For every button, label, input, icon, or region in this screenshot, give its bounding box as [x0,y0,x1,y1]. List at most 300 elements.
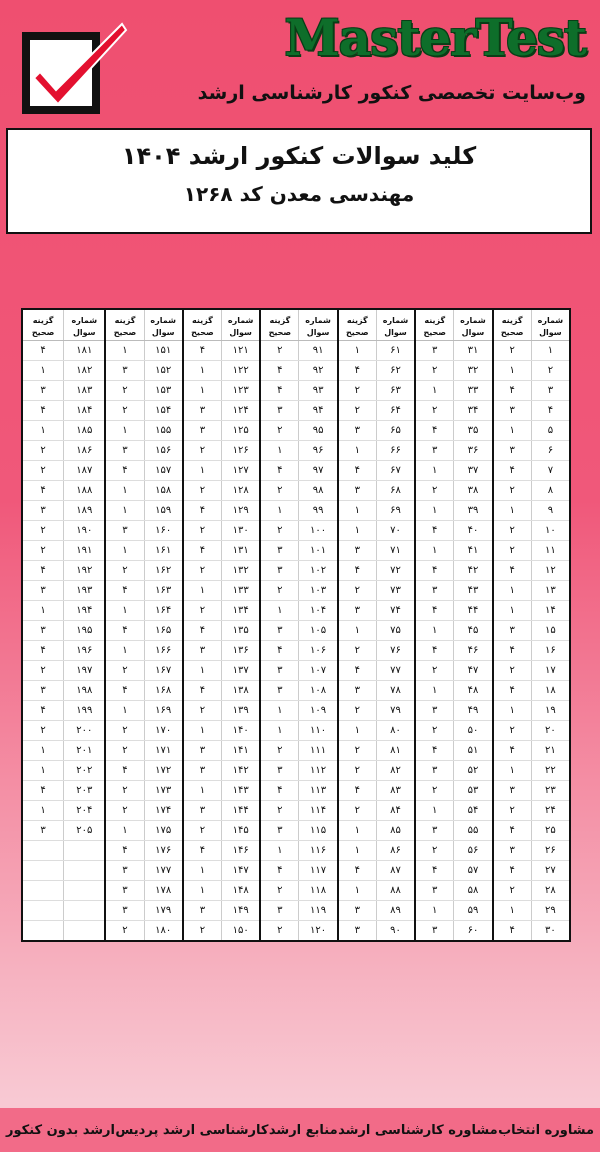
table-row [494,461,569,481]
table-row [184,781,259,801]
correct-option: ۲ [199,705,206,717]
question-number: ۱۲۶ [221,441,259,460]
table-row [106,561,181,581]
correct-option: ۲ [509,345,515,357]
question-number: ۱۲۰ [298,921,336,940]
table-row [339,561,414,581]
question-number: ۱۱۶ [298,841,336,860]
question-number: ۱۲۷ [221,461,259,480]
question-number: ۸۳ [376,781,414,800]
correct-option: ۱ [122,605,128,617]
table-row [416,381,491,401]
correct-option: ۳ [122,864,128,876]
correct-option: ۲ [40,445,46,457]
table-row [416,441,491,461]
table-row [184,841,259,861]
table-row [494,741,569,761]
correct-option: ۲ [509,725,515,737]
table-row [494,441,569,461]
question-number: ۱۱۹ [298,901,336,920]
table-row [106,681,181,701]
correct-option: ۳ [122,445,128,457]
correct-option: ۴ [432,645,438,657]
correct-option: ۲ [122,725,128,737]
answer-column-group [182,310,259,940]
correct-option: ۱ [277,705,283,717]
table-row [23,741,104,761]
table-row [184,681,259,701]
correct-option: ۱ [354,844,360,856]
question-number: ۴ [531,401,569,420]
table-row [23,361,104,381]
table-row [339,381,414,401]
question-number: ۱۰۷ [298,661,336,680]
correct-option: ۱ [509,365,515,377]
correct-option: ۴ [40,345,46,357]
table-row [339,461,414,481]
question-number: ۵۸ [453,881,491,900]
correct-option: ۱ [277,725,283,737]
table-row [23,921,104,940]
question-number: ۲۵ [531,821,569,840]
correct-option: ۱ [122,705,128,717]
correct-option: ۱ [40,745,46,757]
question-number: ۸ [531,481,569,500]
table-row [416,661,491,681]
answer-column-group [337,310,414,940]
table-row [494,881,569,901]
question-number: ۱۸۷ [63,461,104,480]
question-number: ۱۵۷ [144,461,182,480]
correct-option: ۴ [40,565,46,577]
question-number: ۱۰۶ [298,641,336,660]
table-row [23,421,104,441]
correct-option: ۲ [199,565,206,577]
table-row [494,801,569,821]
correct-option: ۳ [354,485,360,497]
question-number: ۱۴۴ [221,801,259,820]
correct-option: ۳ [277,545,283,557]
question-number: ۱۵۲ [144,361,182,380]
correct-option: ۱ [199,785,206,797]
footer-link-selection[interactable]: مشاوره انتخاب [498,1122,594,1138]
correct-option: ۱ [432,505,438,517]
question-number: ۴۷ [453,661,491,680]
correct-option: ۳ [354,904,360,916]
table-row [184,661,259,681]
question-number: ۲۷ [531,861,569,880]
question-number: ۲۰۴ [63,801,104,820]
correct-option: ۲ [354,765,360,777]
brand-logo-text[interactable]: MasterTest [284,8,586,67]
table-row [339,881,414,901]
question-number: ۱۷۶ [144,841,182,860]
question-number: ۱۰۰ [298,521,336,540]
question-number: ۸۶ [376,841,414,860]
question-number: ۱۹۴ [63,601,104,620]
title-box [6,128,592,234]
correct-option: ۲ [277,745,283,757]
correct-option: ۲ [432,725,438,737]
correct-option: ۱ [432,385,438,397]
correct-option: ۲ [277,525,283,537]
column-header [261,310,336,341]
question-number: ۱۰۲ [298,561,336,580]
table-row [184,461,259,481]
column-header [184,310,259,341]
table-row [184,401,259,421]
correct-option: ۱ [509,904,515,916]
correct-option: ۳ [277,625,283,637]
question-number: ۱۵۹ [144,501,182,520]
table-row [416,901,491,921]
question-number: ۱۴۰ [221,721,259,740]
question-number-header: شماره سوال [63,310,104,340]
correct-option: ۱ [432,625,438,637]
question-number: ۱۵۰ [221,921,259,940]
question-number: ۱۸۲ [63,361,104,380]
table-row [261,401,336,421]
correct-option: ۴ [122,685,128,697]
logo-checkbox-icon [22,20,108,106]
correct-option: ۳ [354,605,360,617]
question-number: ۵۷ [453,861,491,880]
table-row [339,421,414,441]
answer-column-group [23,310,104,940]
correct-option: ۱ [122,824,128,836]
table-row [339,661,414,681]
table-row [494,861,569,881]
table-row [416,421,491,441]
table-row [416,461,491,481]
table-row [23,861,104,881]
question-number: ۱۳۹ [221,701,259,720]
question-number: ۱۷۳ [144,781,182,800]
question-number: ۱۹۸ [63,681,104,700]
correct-option-header: گزینه صحیح [346,315,369,337]
question-number: ۱۲۵ [221,421,259,440]
correct-option: ۲ [432,405,438,417]
question-number: ۷۵ [376,621,414,640]
question-number: ۱۷۷ [144,861,182,880]
table-row [339,601,414,621]
correct-option: ۲ [432,785,438,797]
question-number: ۲۲ [531,761,569,780]
question-number: ۲۳ [531,781,569,800]
question-number: ۱۸۰ [144,921,182,940]
table-row [106,621,181,641]
table-row [23,381,104,401]
correct-option: ۴ [509,924,515,936]
table-row [184,341,259,361]
question-number: ۱۹۱ [63,541,104,560]
question-number: ۱۷ [531,661,569,680]
table-row [106,861,181,881]
footer-link-consulting[interactable]: مشاوره کارشناسی ارشد [338,1122,498,1138]
correct-option: ۴ [509,565,515,577]
question-number: ۱۱۵ [298,821,336,840]
correct-option: ۴ [509,465,515,477]
question-number: ۱۳۳ [221,581,259,600]
correct-option: ۲ [277,585,283,597]
correct-option: ۳ [432,705,438,717]
table-row [339,501,414,521]
question-number: ۷۹ [376,701,414,720]
question-number: ۱۱ [531,541,569,560]
table-row [494,381,569,401]
correct-option: ۱ [199,884,206,896]
correct-option: ۴ [354,785,360,797]
correct-option: ۲ [509,884,515,896]
question-number: ۷۳ [376,581,414,600]
table-row [494,421,569,441]
question-number: ۱۳۵ [221,621,259,640]
table-row [416,781,491,801]
table-row [23,681,104,701]
table-row [339,541,414,561]
correct-option: ۳ [122,884,128,896]
question-number: ۳۷ [453,461,491,480]
table-row [23,481,104,501]
table-row [106,801,181,821]
table-row [261,741,336,761]
correct-option: ۳ [354,924,360,936]
table-row [106,821,181,841]
question-number: ۱۶۵ [144,621,182,640]
question-number: ۷۱ [376,541,414,560]
correct-option: ۴ [40,705,46,717]
table-row [494,361,569,381]
question-number: ۱۳۸ [221,681,259,700]
correct-option: ۴ [432,864,438,876]
correct-option: ۳ [277,765,283,777]
table-row [339,761,414,781]
table-row [494,561,569,581]
correct-option: ۱ [122,505,128,517]
table-row [339,741,414,761]
correct-option: ۴ [199,505,206,517]
correct-option: ۲ [199,924,206,936]
question-number: ۸۰ [376,721,414,740]
question-number: ۱۱۸ [298,881,336,900]
correct-option: ۲ [199,605,206,617]
table-row [184,641,259,661]
question-number: ۳۹ [453,501,491,520]
question-number: ۱۶۹ [144,701,182,720]
correct-option: ۱ [277,445,283,457]
table-row [261,521,336,541]
table-row [23,501,104,521]
table-row [23,781,104,801]
correct-option: ۳ [509,445,515,457]
correct-option: ۴ [122,585,128,597]
correct-option: ۴ [277,645,283,657]
question-number [63,841,104,860]
table-row [106,581,181,601]
table-row [261,781,336,801]
question-number: ۱۸۱ [63,341,104,360]
correct-option: ۱ [509,505,515,517]
correct-option: ۴ [432,425,438,437]
question-number: ۱۵۶ [144,441,182,460]
question-number: ۱۸۳ [63,381,104,400]
question-number: ۵۳ [453,781,491,800]
table-row [184,601,259,621]
table-row [106,341,181,361]
correct-option: ۳ [432,585,438,597]
table-row [106,601,181,621]
table-row [494,661,569,681]
table-row [184,521,259,541]
footer-link-pardis[interactable]: کارشناسی ارشد پردیس [115,1122,269,1138]
table-row [184,741,259,761]
table-row [261,601,336,621]
table-row [184,501,259,521]
table-row [23,761,104,781]
correct-option: ۲ [40,525,46,537]
question-number: ۱۸۶ [63,441,104,460]
correct-option [23,901,63,920]
question-number: ۱۴۵ [221,821,259,840]
correct-option: ۲ [199,445,206,457]
correct-option: ۴ [40,645,46,657]
question-number: ۹۳ [298,381,336,400]
question-number: ۳۶ [453,441,491,460]
question-number: ۱۴۳ [221,781,259,800]
correct-option: ۲ [122,785,128,797]
correct-option: ۳ [40,685,46,697]
table-row [416,821,491,841]
question-number: ۳ [531,381,569,400]
table-row [416,601,491,621]
table-row [23,401,104,421]
footer-link-no-exam[interactable]: ارشد بدون کنکور [6,1122,115,1138]
table-row [106,701,181,721]
table-row [416,921,491,940]
table-row [106,661,181,681]
table-row [339,821,414,841]
correct-option: ۲ [40,545,46,557]
question-number: ۱۴۱ [221,741,259,760]
table-row [494,401,569,421]
table-row [339,401,414,421]
correct-option: ۲ [122,745,128,757]
correct-option: ۳ [199,645,206,657]
page-subtitle: مهندسی معدن کد ۱۲۶۸ [183,182,415,206]
table-row [184,901,259,921]
correct-option: ۳ [40,625,46,637]
question-number: ۵۹ [453,901,491,920]
correct-option: ۴ [122,765,128,777]
table-row [416,501,491,521]
table-row [261,821,336,841]
table-row [23,461,104,481]
question-number: ۶۸ [376,481,414,500]
table-row [23,581,104,601]
question-number: ۸۴ [376,801,414,820]
correct-option: ۲ [277,805,283,816]
table-row [416,561,491,581]
table-row [261,421,336,441]
table-row [339,781,414,801]
question-number: ۷۷ [376,661,414,680]
table-row [261,701,336,721]
question-number-header: شماره سوال [221,310,259,340]
question-number: ۱۰۸ [298,681,336,700]
question-number: ۷۶ [376,641,414,660]
table-row [494,521,569,541]
correct-option: ۲ [354,405,360,417]
table-row [184,821,259,841]
correct-option: ۳ [199,425,206,437]
table-row [106,841,181,861]
correct-option: ۲ [354,585,360,597]
correct-option [23,841,63,860]
question-number: ۶۳ [376,381,414,400]
question-number-header: شماره سوال [531,310,569,340]
question-number: ۲۹ [531,901,569,920]
footer-link-resources[interactable]: منابع ارشد [268,1122,338,1138]
table-row [494,821,569,841]
correct-option-header: گزینه صحیح [31,315,55,337]
question-number: ۷۸ [376,681,414,700]
question-number: ۱۵۸ [144,481,182,500]
question-number: ۱۲۱ [221,341,259,360]
table-row [494,761,569,781]
table-row [184,701,259,721]
table-row [106,401,181,421]
table-row [416,701,491,721]
correct-option: ۲ [122,565,128,577]
correct-option: ۱ [40,765,46,777]
correct-option [23,861,63,880]
question-number: ۳۳ [453,381,491,400]
answer-column-group [104,310,181,940]
table-row [416,801,491,821]
correct-option: ۳ [277,685,283,697]
table-row [23,701,104,721]
table-row [23,521,104,541]
table-row [494,501,569,521]
table-row [23,641,104,661]
correct-option: ۳ [509,844,515,856]
correct-option: ۱ [199,585,206,597]
table-row [261,921,336,940]
correct-option: ۱ [199,864,206,876]
question-number: ۱۶۳ [144,581,182,600]
table-row [416,721,491,741]
question-number-header: شماره سوال [144,310,182,340]
table-row [261,441,336,461]
table-row [261,841,336,861]
correct-option: ۴ [122,625,128,637]
table-row [23,841,104,861]
question-number: ۱۷۹ [144,901,182,920]
question-number: ۱۵ [531,621,569,640]
table-row [106,921,181,940]
question-number: ۶۹ [376,501,414,520]
correct-option: ۱ [277,505,283,517]
question-number: ۱۲۳ [221,381,259,400]
correct-option: ۱ [40,605,46,617]
question-number: ۸۹ [376,901,414,920]
table-row [416,841,491,861]
question-number: ۱۶ [531,641,569,660]
table-row [106,461,181,481]
question-number: ۵۴ [453,801,491,820]
correct-option: ۳ [432,445,438,457]
question-number: ۶۱ [376,341,414,360]
